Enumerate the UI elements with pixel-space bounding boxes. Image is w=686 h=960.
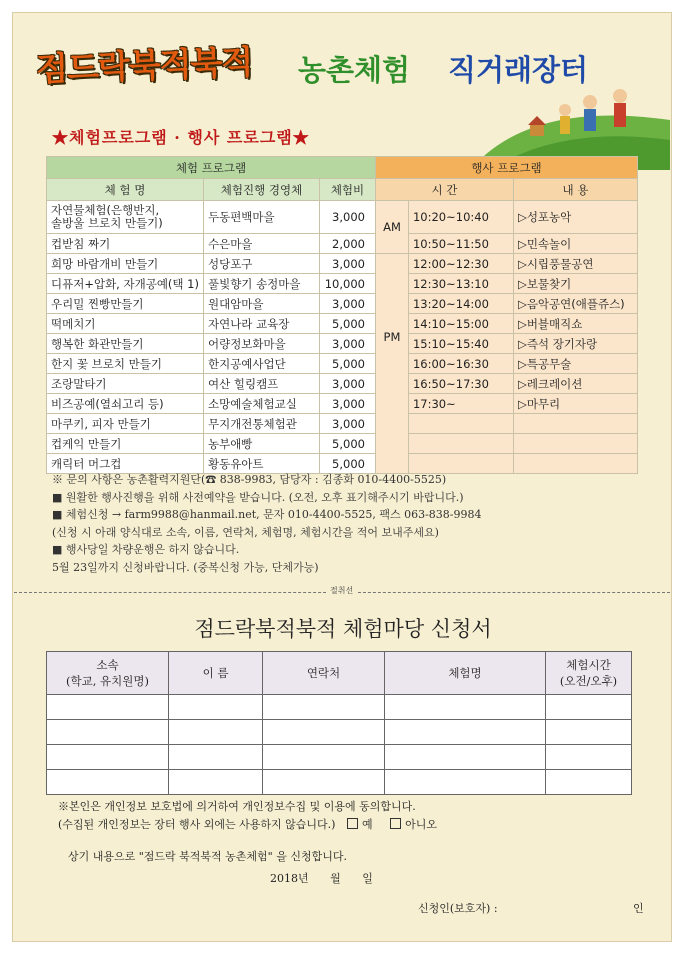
program-name: 비즈공예(열쇠고리 등) bbox=[47, 394, 204, 414]
form-header-time: 체험시간 (오전/오후) bbox=[546, 652, 632, 695]
program-fee: 5,000 bbox=[319, 354, 375, 374]
experience-program-group: 체험 프로그램 bbox=[47, 157, 376, 179]
name-cell[interactable] bbox=[169, 770, 263, 795]
affiliation-cell[interactable] bbox=[47, 770, 169, 795]
program-cell[interactable] bbox=[385, 770, 546, 795]
form-row bbox=[47, 770, 632, 795]
column-header-organizer: 체험진행 경영체 bbox=[203, 179, 319, 201]
program-organizer: 성당포구 bbox=[203, 254, 319, 274]
form-header-name: 이 름 bbox=[169, 652, 263, 695]
program-fee: 3,000 bbox=[319, 334, 375, 354]
program-heading: ★체험프로그램 · 행사 프로그램★ bbox=[52, 128, 310, 147]
consent-note: (수집된 개인정보는 장터 행사 외에는 사용하지 않습니다.) bbox=[58, 818, 336, 831]
affiliation-cell[interactable] bbox=[47, 745, 169, 770]
event-time: 15:10~15:40 bbox=[408, 334, 513, 354]
program-name: 조랑말타기 bbox=[47, 374, 204, 394]
program-organizer: 농부애빵 bbox=[203, 434, 319, 454]
notice-list bbox=[52, 471, 482, 576]
event-content: ▷음악공연(애플쥬스) bbox=[513, 294, 637, 314]
table-row bbox=[47, 274, 638, 294]
event-time: 13:20~14:00 bbox=[408, 294, 513, 314]
event-content bbox=[513, 414, 637, 434]
program-name: 떡메치기 bbox=[47, 314, 204, 334]
event-content: ▷레크레이션 bbox=[513, 374, 637, 394]
program-name: 마쿠키, 피자 만들기 bbox=[47, 414, 204, 434]
seal-label: 인 bbox=[633, 902, 644, 915]
program-name: 우리밀 찐빵만들기 bbox=[47, 294, 204, 314]
event-content: ▷보물찾기 bbox=[513, 274, 637, 294]
notice-apply-channels: ■ 체험신청 → farm9988@hanmail.net, 문자 010-4400-5525, 팩스 063-838-9984 bbox=[52, 508, 482, 521]
event-subtitle-experience: 농촌체험 bbox=[298, 53, 411, 87]
event-content: ▷버블매직쇼 bbox=[513, 314, 637, 334]
program-organizer: 풀빛향기 송정마을 bbox=[203, 274, 319, 294]
contact-cell[interactable] bbox=[263, 770, 385, 795]
form-row bbox=[47, 720, 632, 745]
program-organizer: 무지개전통체험관 bbox=[203, 414, 319, 434]
event-content: ▷마무리 bbox=[513, 394, 637, 414]
column-header-fee: 체험비 bbox=[319, 179, 375, 201]
notice-deadline: 5월 23일까지 신청바랍니다. (중복신청 가능, 단체가능) bbox=[52, 560, 319, 574]
event-time: 16:50~17:30 bbox=[408, 374, 513, 394]
contact-cell[interactable] bbox=[263, 745, 385, 770]
affiliation-cell[interactable] bbox=[47, 695, 169, 720]
notice-no-shuttle: ■ 행사당일 차량운행은 하지 않습니다. bbox=[52, 543, 240, 556]
application-statement: 상기 내용으로 "점드락 북적북적 농촌체험" 을 신청합니다. bbox=[68, 850, 347, 863]
program-fee: 3,000 bbox=[319, 414, 375, 434]
event-title: 점드락북적북적 bbox=[35, 42, 253, 89]
event-time: 10:20~10:40 bbox=[408, 201, 513, 234]
contact-cell[interactable] bbox=[263, 695, 385, 720]
table-row bbox=[47, 374, 638, 394]
form-header-contact: 연락처 bbox=[263, 652, 385, 695]
pm-label: PM bbox=[375, 254, 408, 474]
program-organizer: 수은마을 bbox=[203, 234, 319, 254]
event-time: 12:30~13:10 bbox=[408, 274, 513, 294]
consent-yes-checkbox[interactable] bbox=[347, 818, 358, 829]
event-time: 16:00~16:30 bbox=[408, 354, 513, 374]
contact-cell[interactable] bbox=[263, 720, 385, 745]
event-time: 12:00~12:30 bbox=[408, 254, 513, 274]
table-row bbox=[47, 294, 638, 314]
consent-yes-label: 예 bbox=[361, 818, 373, 831]
event-content bbox=[513, 454, 637, 474]
consent-no-checkbox[interactable] bbox=[390, 818, 401, 829]
column-header-name: 체 험 명 bbox=[47, 179, 204, 201]
program-cell[interactable] bbox=[385, 745, 546, 770]
program-organizer: 두동편백마을 bbox=[203, 201, 319, 234]
table-row bbox=[47, 201, 638, 234]
program-name: 자연물체험(은행반지, 솔방울 브로치 만들기) bbox=[47, 201, 204, 234]
consent-no-label: 아니오 bbox=[405, 818, 437, 831]
program-organizer: 어량정보화마을 bbox=[203, 334, 319, 354]
table-row bbox=[47, 354, 638, 374]
program-cell[interactable] bbox=[385, 695, 546, 720]
application-form-title: 점드락북적북적 체험마당 신청서 bbox=[194, 617, 492, 641]
program-organizer: 여산 힐링캠프 bbox=[203, 374, 319, 394]
table-row bbox=[47, 334, 638, 354]
am-label: AM bbox=[375, 201, 408, 254]
schedule-table bbox=[46, 156, 638, 474]
privacy-consent bbox=[58, 798, 437, 834]
program-fee: 5,000 bbox=[319, 454, 375, 474]
table-row bbox=[47, 414, 638, 434]
program-name: 캐릭터 머그컵 bbox=[47, 454, 204, 474]
table-row bbox=[47, 234, 638, 254]
application-form-table bbox=[46, 651, 632, 795]
program-organizer: 한지공예사업단 bbox=[203, 354, 319, 374]
name-cell[interactable] bbox=[169, 720, 263, 745]
event-subtitle-market: 직거래장터 bbox=[448, 53, 589, 87]
table-row bbox=[47, 394, 638, 414]
program-fee: 3,000 bbox=[319, 374, 375, 394]
time-cell[interactable] bbox=[546, 770, 632, 795]
form-header-program: 체험명 bbox=[385, 652, 546, 695]
program-fee: 3,000 bbox=[319, 254, 375, 274]
program-name: 컵받침 짜기 bbox=[47, 234, 204, 254]
program-fee: 10,000 bbox=[319, 274, 375, 294]
event-content: ▷성포농악 bbox=[513, 201, 637, 234]
event-time bbox=[408, 414, 513, 434]
name-cell[interactable] bbox=[169, 695, 263, 720]
table-row bbox=[47, 434, 638, 454]
form-row bbox=[47, 745, 632, 770]
event-content bbox=[513, 434, 637, 454]
notice-contact: ※ 문의 사항은 농촌활력지원단(☎ 838-9983, 담당자 : 김종화 010-4400-5525) bbox=[52, 473, 447, 486]
program-organizer: 황동유아트 bbox=[203, 454, 319, 474]
time-cell[interactable] bbox=[546, 720, 632, 745]
event-time bbox=[408, 434, 513, 454]
event-content: ▷즉석 장기자랑 bbox=[513, 334, 637, 354]
program-fee: 3,000 bbox=[319, 201, 375, 234]
notice-apply-format: (신청 시 아래 양식대로 소속, 이름, 연락처, 체험명, 체험시간을 적어 보내주세요) bbox=[52, 525, 439, 539]
consent-statement: ※본인은 개인정보 보호법에 의거하여 개인정보수집 및 이용에 동의합니다. bbox=[58, 800, 416, 813]
event-time: 17:30~ bbox=[408, 394, 513, 414]
event-time: 14:10~15:00 bbox=[408, 314, 513, 334]
time-cell[interactable] bbox=[546, 745, 632, 770]
program-name: 행복한 화관만들기 bbox=[47, 334, 204, 354]
notice-reservation: ■ 원활한 행사진행을 위해 사전예약을 받습니다. (오전, 오후 표기해주시기 바랍니다.) bbox=[52, 490, 464, 504]
column-header-content: 내 용 bbox=[513, 179, 637, 201]
application-date: 2018년 월 일 bbox=[270, 872, 373, 885]
table-row bbox=[47, 314, 638, 334]
event-time: 10:50~11:50 bbox=[408, 234, 513, 254]
program-fee: 3,000 bbox=[319, 394, 375, 414]
cut-line-label: 절취선 bbox=[326, 585, 357, 596]
event-content: ▷시립풍물공연 bbox=[513, 254, 637, 274]
form-header-affiliation: 소속 (학교, 유치원명) bbox=[47, 652, 169, 695]
event-content: ▷특공무술 bbox=[513, 354, 637, 374]
time-cell[interactable] bbox=[546, 695, 632, 720]
name-cell[interactable] bbox=[169, 745, 263, 770]
event-program-group: 행사 프로그램 bbox=[375, 157, 637, 179]
program-name: 한지 꽃 브로치 만들기 bbox=[47, 354, 204, 374]
program-fee: 3,000 bbox=[319, 294, 375, 314]
program-organizer: 자연나라 교육장 bbox=[203, 314, 319, 334]
program-fee: 5,000 bbox=[319, 434, 375, 454]
applicant-signature-label: 신청인(보호자) : bbox=[418, 902, 498, 915]
form-row bbox=[47, 695, 632, 720]
program-cell[interactable] bbox=[385, 720, 546, 745]
table-row bbox=[47, 254, 638, 274]
program-organizer: 소망예술체험교실 bbox=[203, 394, 319, 414]
program-fee: 5,000 bbox=[319, 314, 375, 334]
program-name: 디퓨저+압화, 자개공예(택 1) bbox=[47, 274, 204, 294]
event-content: ▷민속놀이 bbox=[513, 234, 637, 254]
program-fee: 2,000 bbox=[319, 234, 375, 254]
affiliation-cell[interactable] bbox=[47, 720, 169, 745]
column-header-time: 시 간 bbox=[375, 179, 513, 201]
program-name: 컵케익 만들기 bbox=[47, 434, 204, 454]
program-organizer: 원대암마을 bbox=[203, 294, 319, 314]
program-name: 희망 바람개비 만들기 bbox=[47, 254, 204, 274]
